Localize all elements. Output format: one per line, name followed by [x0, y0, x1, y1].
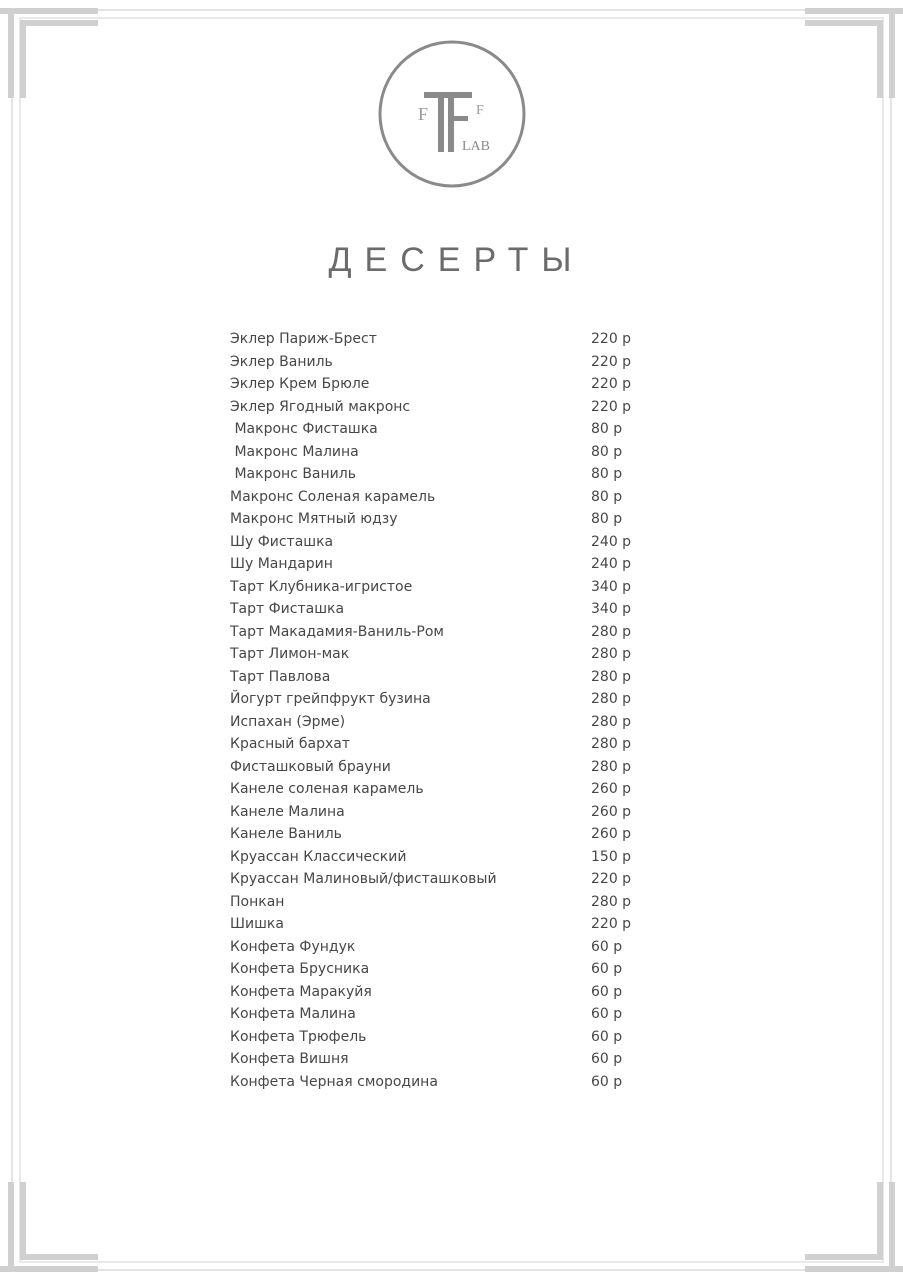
menu-item: [230, 1026, 650, 1049]
menu-item-name: Тарт Лимон-мак: [230, 646, 350, 662]
menu-item-name: Конфета Вишня: [230, 1051, 349, 1067]
menu-item: [230, 508, 650, 531]
menu-item-name: Круассан Классический: [230, 848, 407, 865]
menu-item-name: Канеле соленая карамель: [230, 781, 424, 797]
menu-item: [230, 621, 650, 644]
menu-item: [230, 1071, 650, 1094]
menu-item-price: 60 р: [591, 1051, 623, 1067]
menu-item-name: Фисташковый брауни: [230, 758, 391, 775]
menu-item-name: Эклер Ягодный макронс: [230, 398, 411, 415]
menu-item: [230, 981, 650, 1004]
menu-item-price: 60 р: [591, 983, 623, 1000]
menu-item-name: Конфета Трюфель: [230, 1028, 367, 1045]
menu-item: [230, 351, 650, 374]
menu-item-name: Тарт Клубника-игристое: [230, 578, 413, 595]
logo-sub: LAB: [462, 139, 490, 154]
menu-item-price: 280 р: [591, 758, 632, 775]
menu-item: [230, 891, 650, 914]
menu-item-name: Шу Фисташка: [230, 533, 334, 550]
menu-item-name: Шу Мандарин: [230, 556, 333, 572]
menu-item-price: 260 р: [591, 781, 632, 797]
menu-item: [230, 328, 650, 351]
menu-item: [230, 711, 650, 734]
menu-item-price: 280 р: [591, 646, 632, 662]
menu-item-price: 260 р: [591, 826, 632, 842]
menu-item-price: 340 р: [591, 578, 632, 595]
menu-item-price: 240 р: [591, 533, 632, 550]
menu-item-name: Макронс Мятный юдзу: [230, 511, 398, 527]
menu-item-price: 80 р: [591, 443, 623, 460]
menu-item: [230, 733, 650, 756]
menu-item-name: Макронс Фисташка: [230, 421, 378, 437]
menu-item: [230, 553, 650, 576]
menu-item-price: 220 р: [591, 376, 632, 392]
menu-item: [230, 666, 650, 689]
menu-item-name: Тарт Павлова: [230, 668, 331, 685]
logo: [376, 38, 528, 190]
menu-item: [230, 418, 650, 441]
menu-item-price: 80 р: [591, 466, 623, 482]
menu-item-price: 340 р: [591, 601, 632, 617]
menu-item-name: Эклер Ваниль: [230, 353, 333, 370]
menu-item-price: 60 р: [591, 938, 623, 955]
menu-item: [230, 643, 650, 666]
menu-item-name: Эклер Крем Брюле: [230, 376, 370, 392]
menu-item-name: Макронс Малина: [230, 443, 359, 460]
menu-item-price: 60 р: [591, 1006, 623, 1022]
menu-item: [230, 1048, 650, 1071]
menu-item: [230, 463, 650, 486]
menu-item-price: 60 р: [591, 1028, 623, 1045]
menu-item-price: 240 р: [591, 556, 632, 572]
menu-item-name: Конфета Малина: [230, 1006, 356, 1022]
menu-item-price: 60 р: [591, 961, 623, 977]
menu-item-name: Эклер Париж-Брест: [230, 331, 377, 347]
menu-item: [230, 936, 650, 959]
menu-item: [230, 958, 650, 981]
menu-item-price: 220 р: [591, 398, 632, 415]
menu-item: [230, 778, 650, 801]
menu-item-price: 280 р: [591, 691, 632, 707]
menu-item: [230, 373, 650, 396]
menu-item-name: Макронс Соленая карамель: [230, 488, 436, 505]
menu-item-price: 80 р: [591, 511, 623, 527]
menu-item: [230, 801, 650, 824]
menu-item: [230, 688, 650, 711]
menu-item: [230, 756, 650, 779]
menu-item-price: 220 р: [591, 871, 632, 887]
menu-item-price: 280 р: [591, 668, 632, 685]
menu-item-name: Круассан Малиновый/фисташковый: [230, 871, 497, 887]
menu-item: [230, 598, 650, 621]
menu-item: [230, 576, 650, 599]
menu-item: [230, 913, 650, 936]
menu-item: [230, 531, 650, 554]
menu-item-price: 280 р: [591, 736, 632, 752]
menu-item-price: 280 р: [591, 893, 632, 910]
menu-item: [230, 396, 650, 419]
menu-item-price: 80 р: [591, 421, 623, 437]
logo-right-mark: F: [476, 103, 484, 118]
menu-item-price: 220 р: [591, 353, 632, 370]
menu-item-price: 280 р: [591, 713, 632, 730]
logo-left-mark: F: [418, 104, 429, 124]
menu-item-name: Канеле Ваниль: [230, 826, 342, 842]
menu-item: [230, 441, 650, 464]
menu-item-name: Макронс Ваниль: [230, 466, 356, 482]
menu-item-name: Шишка: [230, 916, 284, 932]
menu-item: [230, 868, 650, 891]
menu-item-name: Тарт Макадамия-Ваниль-Ром: [230, 623, 444, 640]
menu-item-name: Тарт Фисташка: [230, 601, 345, 617]
menu-item-name: Красный бархат: [230, 736, 350, 752]
menu-item-name: Испахан (Эрме): [230, 713, 346, 730]
menu-item-name: Канеле Малина: [230, 803, 345, 820]
menu-item-name: Конфета Черная смородина: [230, 1073, 438, 1090]
menu-item-price: 220 р: [591, 916, 632, 932]
menu-item-price: 220 р: [591, 331, 632, 347]
menu-item-price: 80 р: [591, 488, 623, 505]
menu-item-price: 150 р: [591, 848, 632, 865]
menu-item: [230, 486, 650, 509]
menu-list: [230, 328, 650, 1093]
menu-item-price: 260 р: [591, 803, 632, 820]
menu-item-name: Конфета Маракуйя: [230, 983, 372, 1000]
menu-item-name: Понкан: [230, 893, 285, 910]
menu-item-price: 60 р: [591, 1073, 623, 1090]
menu-item-name: Йогурт грейпфрукт бузина: [230, 691, 431, 707]
menu-item: [230, 1003, 650, 1026]
menu-item: [230, 846, 650, 869]
page-title: ДЕСЕРТЫ: [328, 241, 585, 279]
menu-item-price: 280 р: [591, 623, 632, 640]
menu-item-name: Конфета Фундук: [230, 938, 356, 955]
menu-item: [230, 823, 650, 846]
menu-item-name: Конфета Брусника: [230, 961, 370, 977]
